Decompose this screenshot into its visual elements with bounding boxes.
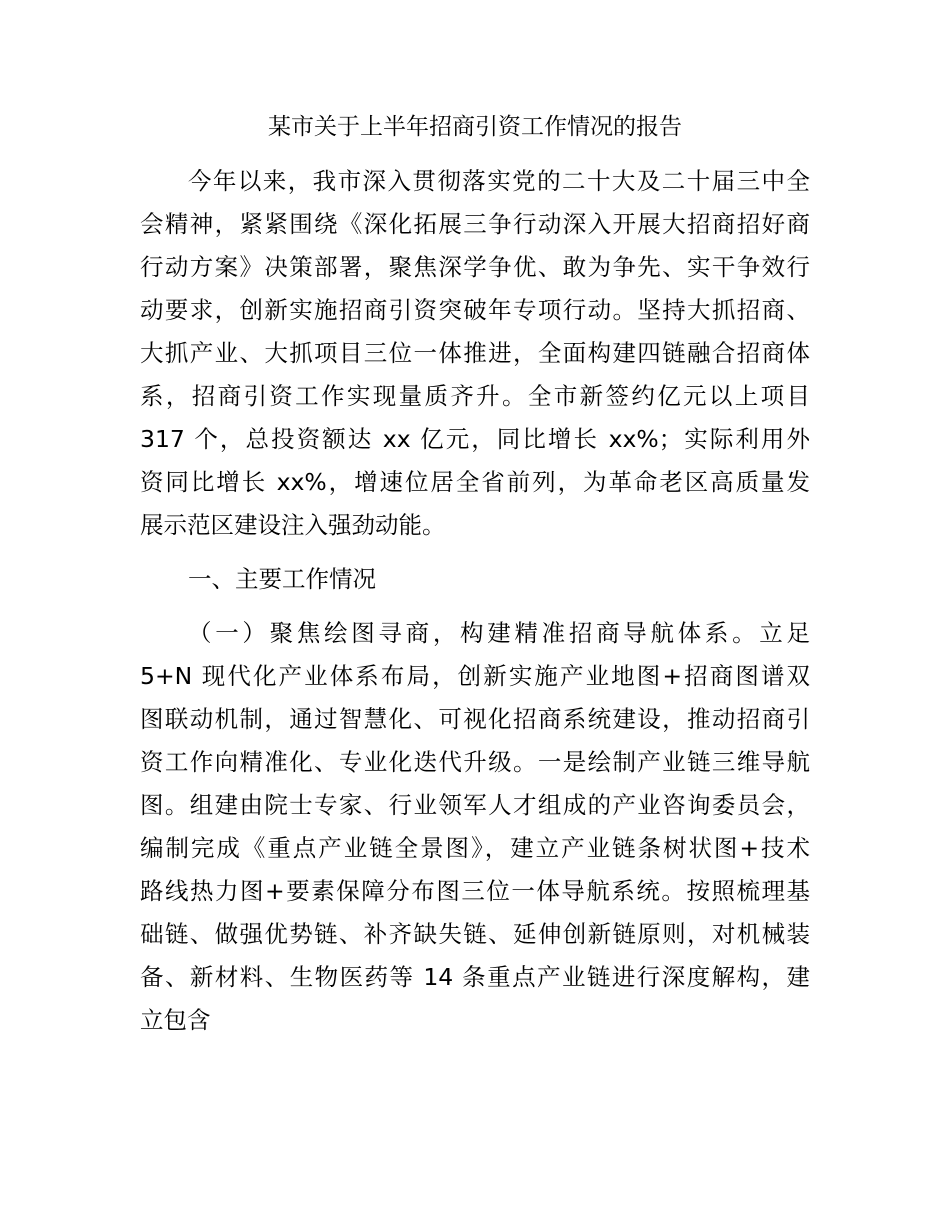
paragraph-line: 系，招商引资工作实现量质齐升。全市新签约亿元以上项目 xyxy=(140,382,810,410)
document-title: 某市关于上半年招商引资工作情况的报告 xyxy=(268,114,682,140)
paragraph-line: 今年以来，我市深入贯彻落实党的二十大及二十届三中全 xyxy=(188,167,810,195)
paragraph-line: 动要求，创新实施招商引资突破年专项行动。坚持大抓招商、 xyxy=(140,296,810,324)
paragraph-line: 资工作向精准化、专业化迭代升级。一是绘制产业链三维导航 xyxy=(140,748,810,776)
paragraph-line: 路线热力图+要素保障分布图三位一体导航系统。按照梳理基 xyxy=(140,877,810,905)
paragraph-line: 317 个，总投资额达 xx 亿元，同比增长 xx%；实际利用外 xyxy=(140,425,810,453)
paragraph-line: 图。组建由院士专家、行业领军人才组成的产业咨询委员会， xyxy=(140,791,810,819)
paragraph-line: 大抓产业、大抓项目三位一体推进，全面构建四链融合招商体 xyxy=(140,339,810,367)
paragraph-line: 础链、做强优势链、补齐缺失链、延伸创新链原则，对机械装 xyxy=(140,920,810,948)
paragraph-line: 会精神，紧紧围绕《深化拓展三争行动深入开展大招商招好商 xyxy=(140,210,810,238)
section-heading: 一、主要工作情况 xyxy=(188,565,376,593)
paragraph-line: 编制完成《重点产业链全景图》，建立产业链条树状图+技术 xyxy=(140,834,810,862)
paragraph-line: 行动方案》决策部署，聚焦深学争优、敢为争先、实干争效行 xyxy=(140,253,810,281)
paragraph-line: 立包含 xyxy=(140,1006,211,1034)
paragraph-line: 展示范区建设注入强劲动能。 xyxy=(140,511,446,539)
paragraph-line: 5+N 现代化产业体系布局，创新实施产业地图+招商图谱双 xyxy=(140,662,810,690)
paragraph-line: （一）聚焦绘图寻商，构建精准招商导航体系。立足 xyxy=(188,619,810,647)
paragraph-line: 资同比增长 xx%，增速位居全省前列，为革命老区高质量发 xyxy=(140,468,810,496)
paragraph-line: 图联动机制，通过智慧化、可视化招商系统建设，推动招商引 xyxy=(140,705,810,733)
paragraph-line: 备、新材料、生物医药等 14 条重点产业链进行深度解构，建 xyxy=(140,963,810,991)
